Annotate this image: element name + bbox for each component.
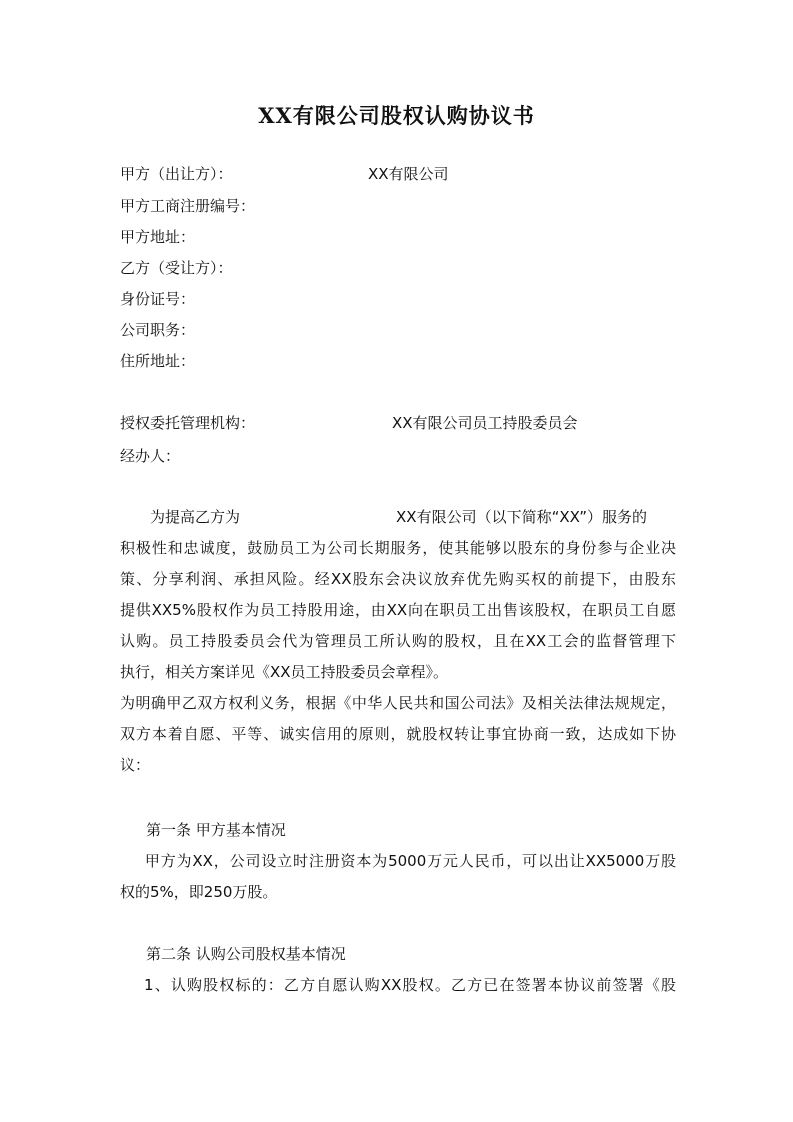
agency-label: 授权委托管理机构： <box>120 414 256 432</box>
agency-value: XX有限公司员工持股委员会 <box>392 414 578 432</box>
purpose-line: 议： <box>120 756 151 774</box>
intro-line: 认购。员工持股委员会代为管理员工所认购的股权，且在XX工会的监督管理下 <box>120 632 676 650</box>
party-label-id-number: 身份证号： <box>120 290 196 308</box>
party-label-registration-no: 甲方工商注册编号： <box>120 197 256 215</box>
article-1-body <box>120 846 676 908</box>
party-value-transferor: XX有限公司 <box>368 165 449 183</box>
intro-line: 提供XX5%股权作为员工持股用途，由XX向在职员工出售该股权，在职员工自愿 <box>120 601 676 619</box>
party-label-transferor: 甲方（出让方）： <box>120 165 233 183</box>
intro-line1-b: XX有限公司（以下简称“XX”）服务的 <box>396 508 648 526</box>
intro-line: 执行，相关方案详见《XX员工持股委员会章程》。 <box>120 663 449 681</box>
article-2-body <box>120 970 676 1001</box>
party-label-position: 公司职务： <box>120 321 196 339</box>
party-label-transferee: 乙方（受让方）： <box>120 259 233 277</box>
intro-line: 积极性和忠诚度，鼓励员工为公司长期服务，使其能够以股东的身份参与企业决 <box>120 539 676 557</box>
article-2-heading: 第二条 认购公司股权基本情况 <box>146 945 346 963</box>
article-1-line: 权的5%，即250万股。 <box>120 883 278 901</box>
article-1-heading: 第一条 甲方基本情况 <box>146 821 286 839</box>
intro-paragraph <box>120 502 676 688</box>
intro-line: 策、分享利润、承担风险。经XX股东会决议放弃优先购买权的前提下，由股东 <box>120 570 676 588</box>
intro-line1-a: 为提高乙方为 <box>150 508 241 526</box>
purpose-paragraph <box>120 688 676 781</box>
purpose-line: 为明确甲乙双方权利义务，根据《中华人民共和国公司法》及相关法律法规规定， <box>120 694 676 712</box>
intro-line <box>120 502 676 533</box>
party-label-residence: 住所地址： <box>120 352 196 370</box>
article-2-line: 1、认购股权标的：乙方自愿认购XX股权。乙方已在签署本协议前签署《股 <box>144 976 676 994</box>
purpose-line: 双方本着自愿、平等、诚实信用的原则，就股权转让事宜协商一致，达成如下协 <box>120 725 676 743</box>
document-title: XX有限公司股权认购协议书 <box>258 103 535 128</box>
handler-label: 经办人： <box>120 447 181 465</box>
party-label-transferor-address: 甲方地址： <box>120 228 196 246</box>
article-1-line: 甲方为XX，公司设立时注册资本为5000万元人民币，可以出让XX5000万股 <box>144 852 676 870</box>
